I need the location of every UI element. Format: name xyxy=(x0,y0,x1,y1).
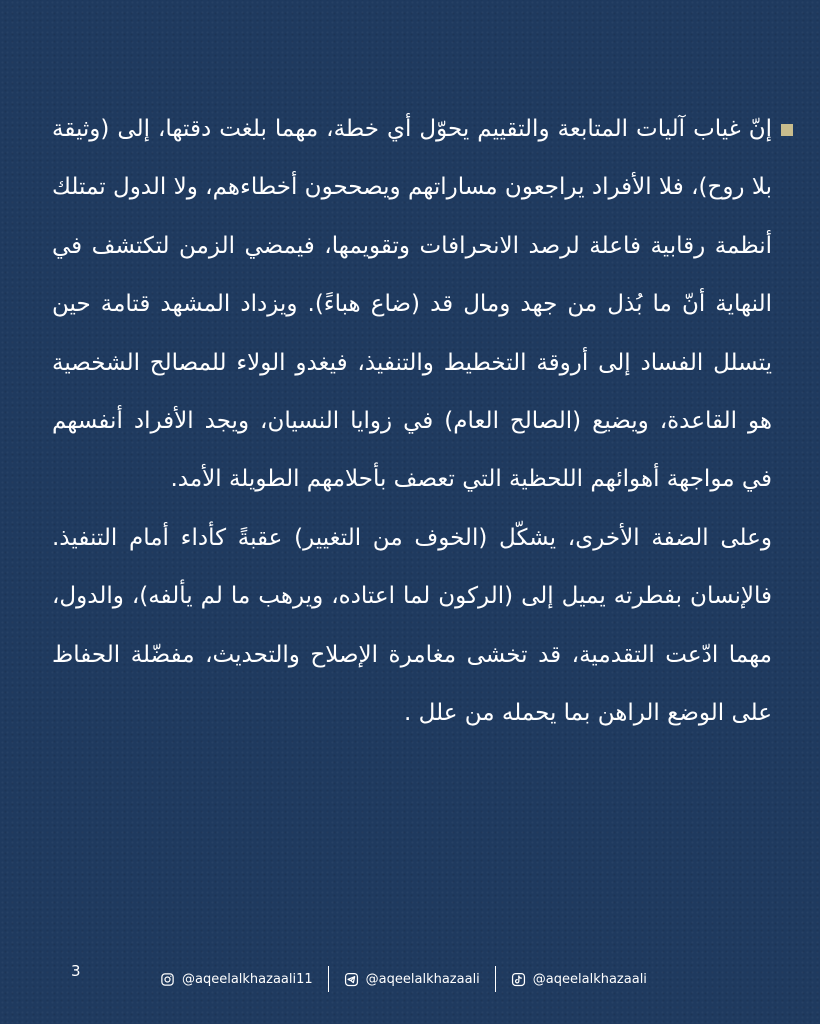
article-paragraph: إنّ غياب آليات المتابعة والتقييم يحوّل أي خطة، مهما بلغت دقتها، إلى (وثيقة بلا روح)، فلا الأفراد يراجعون مساراتهم ويصححون أخطاءهم، ولا الدول تمتلك أنظمة رقابية فاعلة لرصد الانحرافات وتقويمها، فيمضي الزمن لتكتشف في النهاية أنّ ما بُذل من جهد ومال قد (ضاع هباءً). ويزداد المشهد قتامة حين يتسلل الفساد إلى أروقة التخطيط والتنفيذ، فيغدو الولاء للمصالح الشخصية هو القاعدة، ويضيع (الصالح العام) في زوايا النسيان، ويجد الأفراد أنفسهم في مواجهة أهوائهم اللحظية التي تعصف بأحلامهم الطويلة الأمد. xyxy=(52,116,772,493)
instagram-handle: @aqeelalkhazaali11 xyxy=(182,971,313,987)
telegram-icon xyxy=(344,972,359,987)
divider xyxy=(328,966,329,992)
tiktok-handle: @aqeelalkhazaali xyxy=(532,971,647,987)
telegram-link[interactable] xyxy=(344,972,480,987)
bullet-square-icon xyxy=(781,124,793,136)
page-number: 3 xyxy=(71,962,81,980)
telegram-handle: @aqeelalkhazaali xyxy=(365,971,480,987)
social-links xyxy=(160,964,647,994)
tiktok-link[interactable] xyxy=(511,972,647,987)
divider xyxy=(495,966,496,992)
instagram-link[interactable] xyxy=(160,972,313,987)
article-paragraph: وعلى الضفة الأخرى، يشكّل (الخوف من التغيير) عقبةً كأداء أمام التنفيذ. فالإنسان بفطرته يميل إلى (الركون لما اعتاده، ويرهب ما لم يألفه)، والدول، مهما ادّعت التقدمية، قد تخشى مغامرة الإصلاح والتحديث، مفضّلة الحفاظ على الوضع الراهن بما يحمله من علل . xyxy=(52,524,772,727)
article-body xyxy=(52,100,772,742)
tiktok-icon xyxy=(511,972,526,987)
instagram-icon xyxy=(160,972,175,987)
